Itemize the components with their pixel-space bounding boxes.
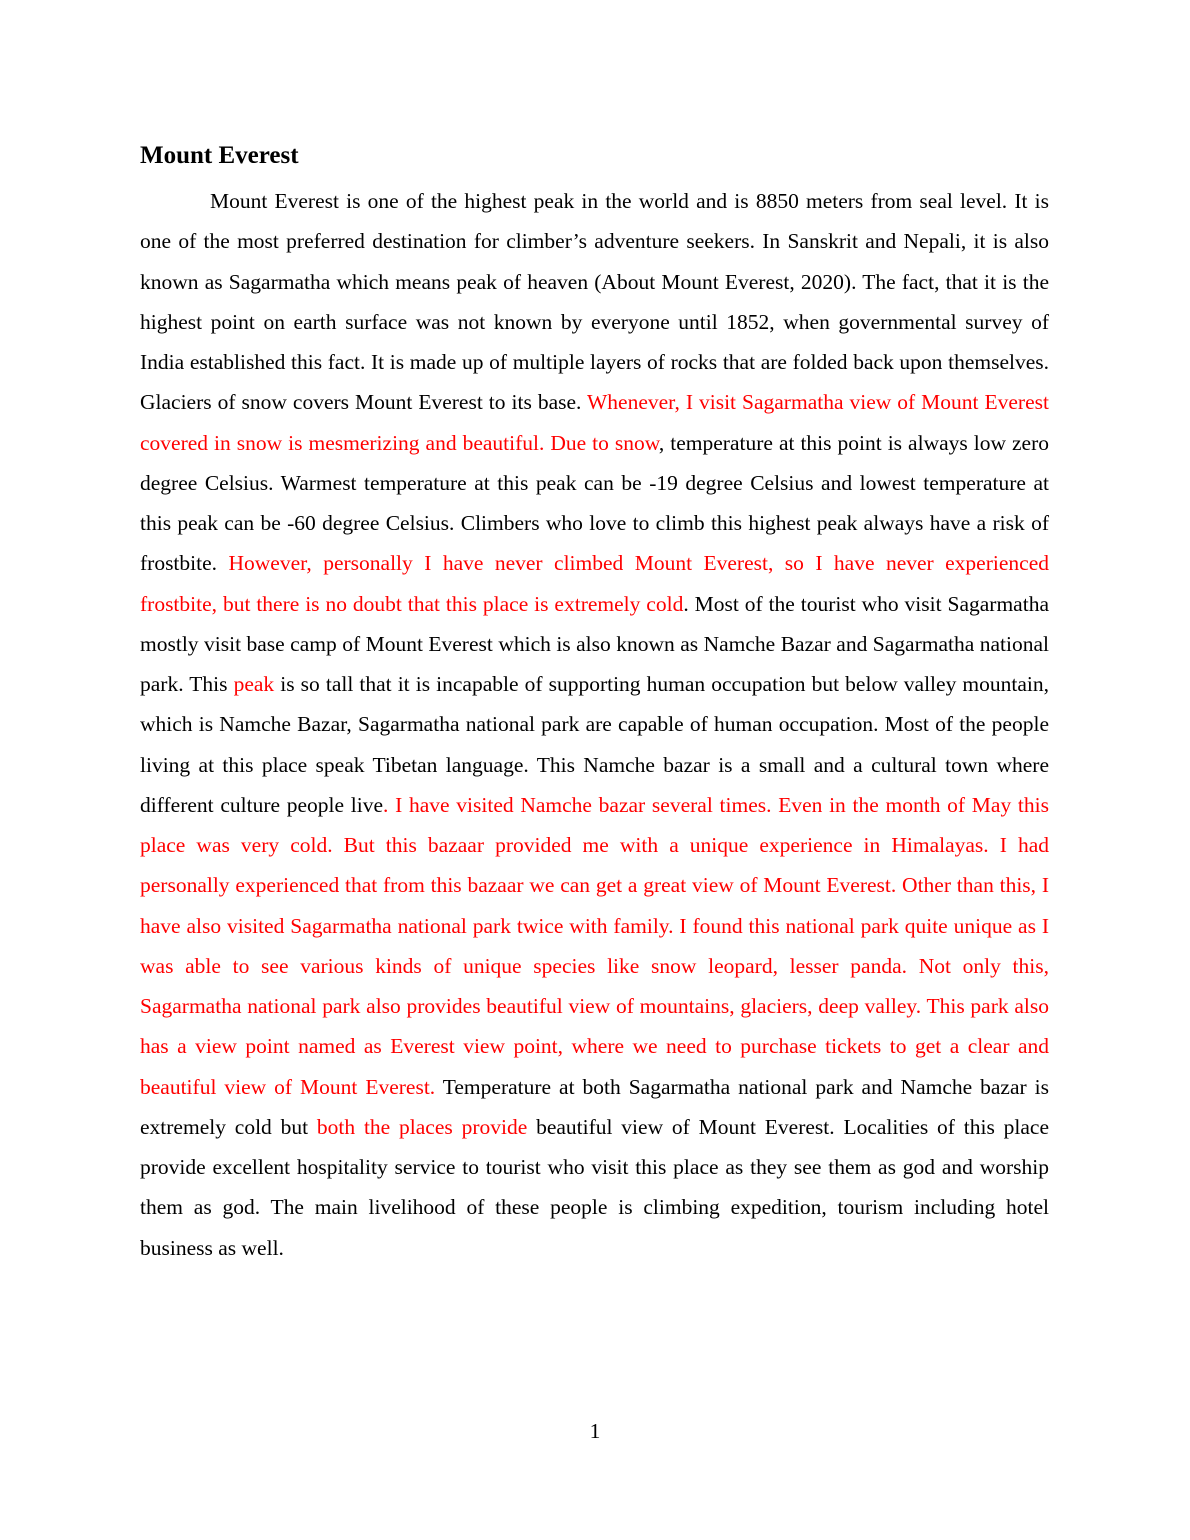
highlighted-segment: both the places provide — [316, 1114, 528, 1139]
highlighted-segment: . I have visited Namche bazar several times. Even in the month of May this place was very cold. But this bazaar provided me with a unique experience in Himalayas. I had personally experienced that from this bazaar we can get a great view of Mount Everest. Other than this, I have also visited Sagarmatha national park twice with family. I found this national park quite unique as I was able to see various kinds of unique species like snow leopard, lesser panda. Not only this, Sagarmatha national park also provides beautiful view of mountains, glaciers, deep valley. This park also has a view point named as Everest view point, where we need to purchase tickets to get a clear and beautiful view of Mount Everest. — [140, 792, 1049, 1099]
page-number: 1 — [589, 1419, 601, 1443]
paragraph-segment: , temperature at this point is always low zero degree Celsius. Warmest temperature at this peak can be -19 degree Celsius and lowest temperature at this peak can be -60 degree Celsius. Climbers who love to climb this highest peak always have a risk of frostbite. — [140, 430, 1049, 576]
paragraph-segment: . Most of the tourist who visit Sagarmatha mostly visit base camp of Mount Everest which is also known as Namche Bazar and Sagarmatha national park. This — [140, 591, 1049, 696]
paragraph-segment: Temperature at both Sagarmatha national park and Namche bazar is extremely cold but — [140, 1074, 1049, 1139]
highlighted-segment: peak — [233, 672, 275, 696]
body-paragraph — [140, 181, 1049, 1268]
paragraph-segment: is so tall that it is incapable of supporting human occupation but below valley mountain, which is Namche Bazar, Sagarmatha national park are capable of human occupation. Most of the people living at this place speak Tibetan language. This Namche bazar is a small and a cultural town where different culture people live — [140, 672, 1049, 817]
paragraph-segment: beautiful view of Mount Everest. Localities of this place provide excellent hospitality service to tourist who visit this place as they see them as god and worship them as god. The main livelihood of these people is climbing expedition, tourism including hotel business as well. — [140, 1114, 1049, 1260]
paragraph-segment: Mount Everest is one of the highest peak in the world and is 8850 meters from seal level. It is one of the most preferred destination for climber’s adventure seekers. In Sanskrit and Nepali, it is also known as Sagarmatha which means peak of heaven (About Mount Everest, 2020). The fact, that it is the highest point on earth surface was not known by everyone until 1852, when governmental survey of India established this fact. It is made up of multiple layers of rocks that are folded back upon themselves. Glaciers of snow covers Mount Everest to its base. — [140, 189, 1049, 415]
page-title: Mount Everest — [140, 142, 299, 169]
highlighted-segment: Whenever, I visit Sagarmatha view of Mount Everest covered in snow is mesmerizing and beautiful. Due to snow — [140, 390, 1049, 455]
highlighted-segment: However, personally I have never climbed Mount Everest, so I have never experienced frostbite, but there is no doubt that this place is extremely cold — [140, 551, 1049, 616]
